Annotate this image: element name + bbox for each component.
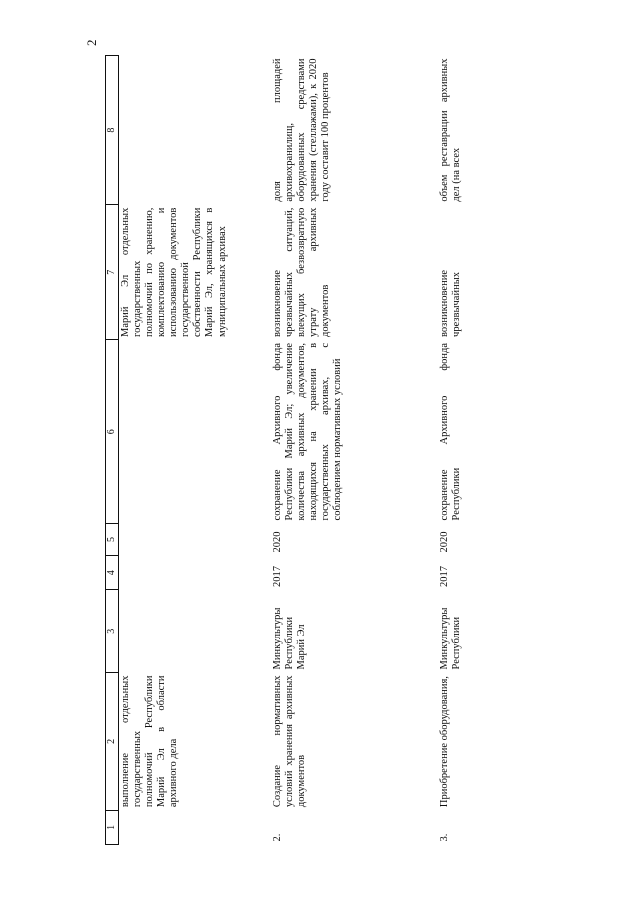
header-col-4: 4: [106, 556, 119, 590]
header-row: [106, 56, 119, 845]
row-number: [119, 810, 272, 844]
page-number: 2: [84, 39, 99, 46]
table-row: [119, 56, 272, 845]
end-year-cell: [119, 523, 272, 555]
executor-cell: Минкультуры Республики Марий Эл: [272, 607, 308, 670]
result-cell: [119, 340, 272, 523]
header-col-7: 7: [106, 205, 119, 340]
start-year-cell: 2017: [272, 565, 283, 587]
measure-cell: выполнение отдельных государственных полномочий Республики Марий Эл в области архивного дела: [120, 675, 180, 808]
row-number: 2.: [272, 833, 283, 842]
header-col-8: 8: [106, 56, 119, 205]
result-cell: сохранение Архивного фонда Республики: [439, 342, 463, 521]
measure-cell: Создание нормативных условий хранения архивных документов: [272, 675, 308, 808]
rotated-table-wrapper: [105, 55, 575, 845]
result-cell: сохранение Архивного фонда Республики Марий Эл; увеличение количества архивных документов, находящихся на хранении в государственных архивах, с соблюдением нормативных условий: [272, 342, 344, 521]
header-col-3: 3: [106, 590, 119, 673]
table-row: [438, 56, 580, 845]
header-col-2: 2: [106, 673, 119, 811]
end-year-cell: 2020: [439, 531, 450, 553]
header-col-6: 6: [106, 340, 119, 523]
header-col-5: 5: [106, 523, 119, 555]
consequence-cell: Марий Эл отдельных государственных полномочий по хранению, комплектованию и использованию документов государственной собственности Республики Марий Эл, хранящихся в муниципальных архивах: [120, 207, 228, 337]
measure-cell: Приобретение оборудования,: [439, 676, 450, 808]
indicator-cell: объем реставрации архивных дел (на всех: [439, 58, 463, 202]
start-year-cell: 2017: [439, 565, 450, 587]
program-measures-table: [105, 55, 580, 845]
executor-cell: [119, 590, 272, 673]
consequence-cell: возникновение чрезвычайных: [439, 270, 463, 337]
consequence-cell: возникновение чрезвычайных ситуаций, влекущих безвозвратную утрату архивных документов: [272, 207, 332, 337]
row-number: 3.: [439, 833, 450, 842]
start-year-cell: [119, 556, 272, 590]
indicator-cell: доля площадей архивохранилищ, оборудованных средствами хранения (стеллажами), к 2020 году составит 100 процентов: [272, 58, 332, 202]
executor-cell: Минкультуры Республики: [439, 607, 463, 670]
indicator-cell: [119, 56, 272, 205]
end-year-cell: 2020: [272, 531, 283, 553]
header-col-1: 1: [106, 810, 119, 844]
table-row: [271, 56, 438, 845]
